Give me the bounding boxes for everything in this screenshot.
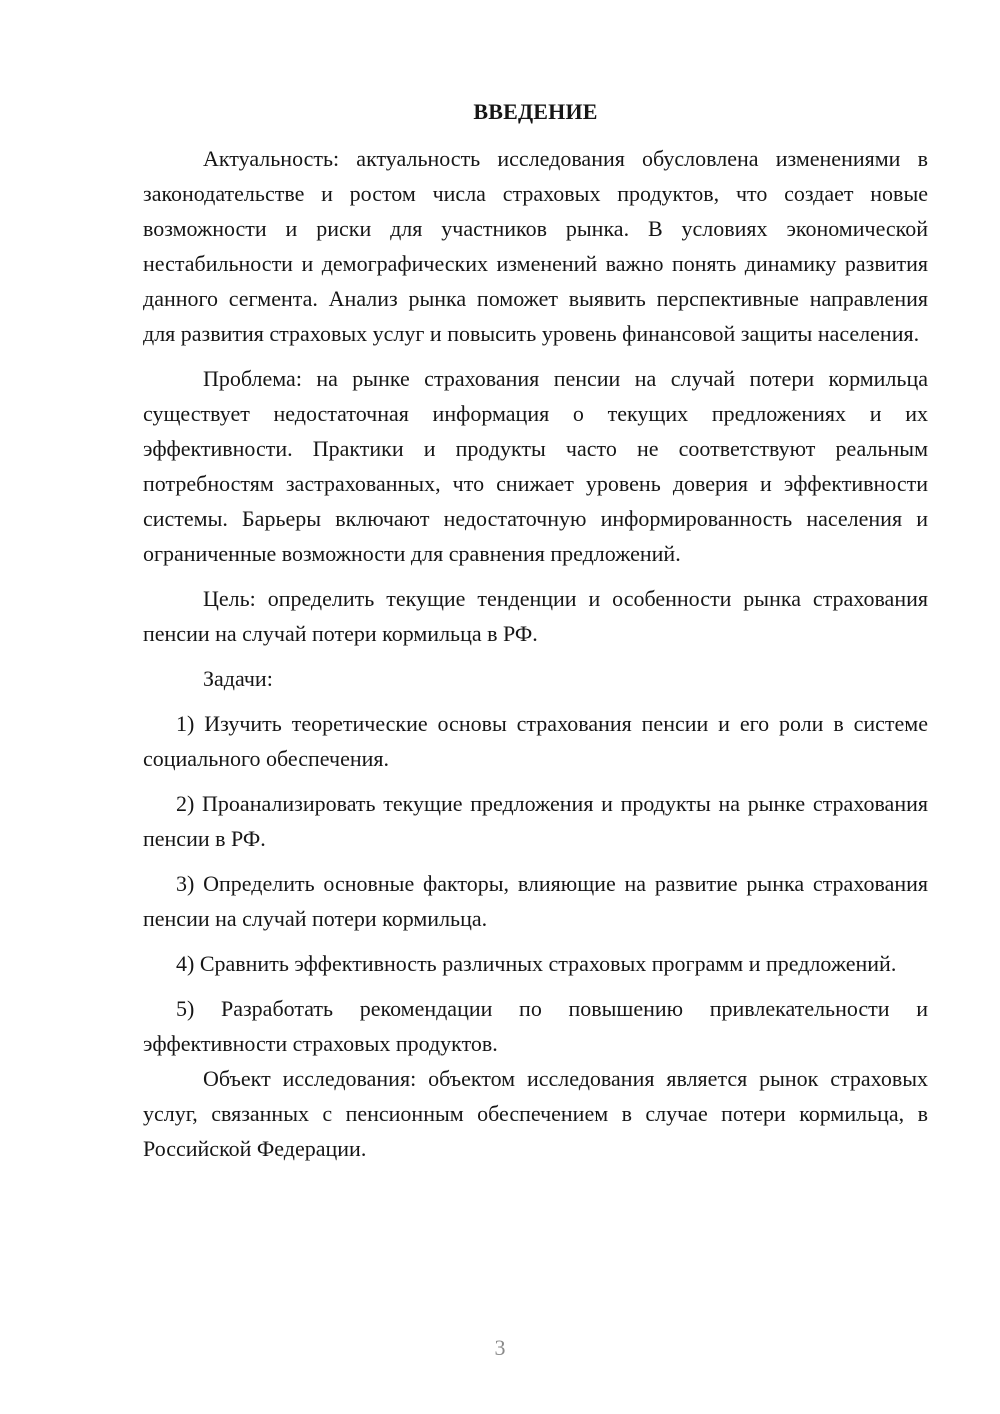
page-title: ВВЕДЕНИЕ [473,99,598,124]
task-item-1: 1) Изучить теоретические основы страхования пенсии и его роли в системе социального обеспечения. [143,711,928,771]
paragraph-object: Объект исследования: объектом исследования является рынок страховых услуг, связанных с пенсионным обеспечением в случае потери кормильца, в Российской Федерации. [143,1066,928,1161]
page-number: 3 [494,1335,506,1360]
task-item-3: 3) Определить основные факторы, влияющие на развитие рынка страхования пенсии на случай потери кормильца. [143,871,928,931]
paragraph-problem: Проблема: на рынке страхования пенсии на случай потери кормильца существует недостаточная информация о текущих предложениях и их эффективности. Практики и продукты часто не соответствуют реальным потребностям застрахованных, что снижает уровень доверия и эффективности системы. Барьеры включают недостаточную информированность населения и ограниченные возможности для сравнения предложений. [143,366,928,566]
tasks-heading: Задачи: [203,666,273,691]
paragraph-goal: Цель: определить текущие тенденции и особенности рынка страхования пенсии на случай потери кормильца в РФ. [143,586,928,646]
task-item-4: 4) Сравнить эффективность различных страховых программ и предложений. [176,951,897,976]
page-content [143,94,928,1166]
paragraph-relevance: Актуальность: актуальность исследования обусловлена изменениями в законодательстве и ростом числа страховых продуктов, что создает новые возможности и риски для участников рынка. В условиях экономической нестабильности и демографических изменений важно понять динамику развития данного сегмента. Анализ рынка поможет выявить перспективные направления для развития страховых услуг и повысить уровень финансовой защиты населения. [143,146,928,346]
task-item-5: 5) Разработать рекомендации по повышению привлекательности и эффективности страховых продуктов. [143,996,928,1056]
task-item-2: 2) Проанализировать текущие предложения и продукты на рынке страхования пенсии в РФ. [143,791,928,851]
